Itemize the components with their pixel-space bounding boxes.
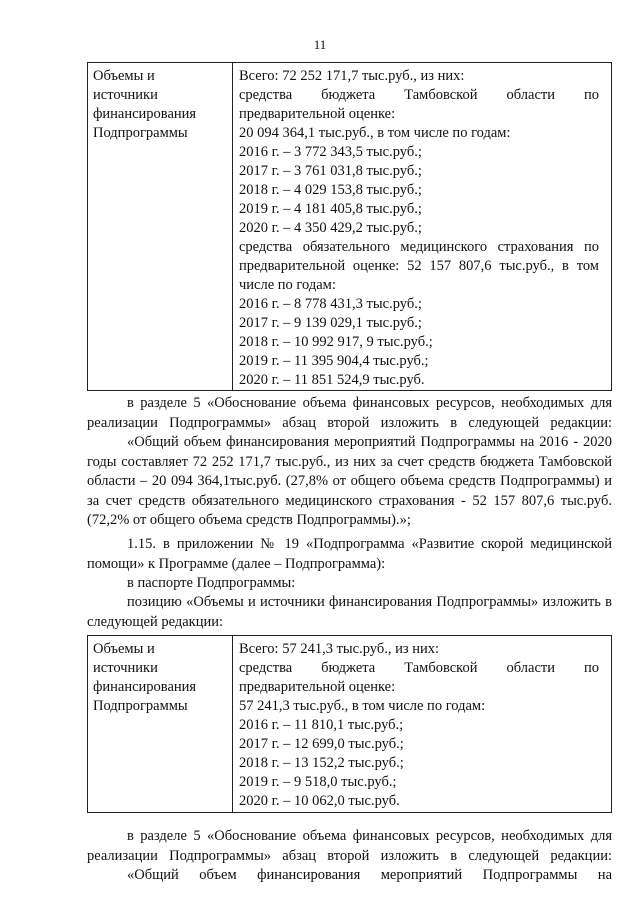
value-line: предварительной оценке:: [239, 106, 396, 122]
value-line: 2019 г. – 4 181 405,8 тыс.руб.;: [239, 201, 422, 217]
table-2-lines: [239, 640, 599, 811]
table-1-label: [93, 67, 232, 143]
value-line: средства бюджета Тамбовской области по: [239, 660, 599, 676]
value-line: 57 241,3 тыс.руб., в том числе по годам:: [239, 698, 486, 714]
value-line: 20 094 364,1 тыс.руб., в том числе по годам:: [239, 125, 511, 141]
value-line: 2018 г. – 10 992 917, 9 тыс.руб.;: [239, 334, 433, 350]
value-line: 2016 г. – 8 778 431,3 тыс.руб.;: [239, 296, 422, 312]
table-1-label-cell: [88, 63, 233, 391]
value-line: числе по годам:: [239, 277, 336, 293]
label-line: источники: [93, 660, 158, 676]
label-line: источники: [93, 87, 158, 103]
value-line: предварительной оценке: 52 157 807,6 тыс.руб., в том: [239, 258, 599, 274]
value-line: средства обязательного медицинского страхования по: [239, 239, 599, 255]
value-line: 2020 г. – 10 062,0 тыс.руб.: [239, 793, 400, 809]
label-line: финансирования: [93, 679, 197, 695]
label-line: Объемы и: [93, 641, 155, 657]
value-line: 2017 г. – 12 699,0 тыс.руб.;: [239, 736, 404, 752]
value-line: 2018 г. – 4 029 153,8 тыс.руб.;: [239, 182, 422, 198]
table-1-lines: [239, 67, 599, 390]
label-line: Подпрограммы: [93, 698, 188, 714]
value-line: 2020 г. – 11 851 524,9 тыс.руб.: [239, 372, 425, 388]
value-line: Всего: 57 241,3 тыс.руб., из них:: [239, 641, 440, 657]
value-line: предварительной оценке:: [239, 679, 396, 695]
table-1-value-cell: [233, 63, 612, 391]
paragraph: позицию «Объемы и источники финансирования Подпрограммы» изложить в следующей редакции:: [87, 594, 612, 630]
value-line: 2017 г. – 3 761 031,8 тыс.руб.;: [239, 163, 422, 179]
value-line: 2016 г. – 3 772 343,5 тыс.руб.;: [239, 144, 422, 160]
paragraph: в паспорте Подпрограммы:: [127, 575, 296, 591]
value-line: 2020 г. – 4 350 429,2 тыс.руб.;: [239, 220, 422, 236]
label-line: Подпрограммы: [93, 125, 188, 141]
financing-table-2: [87, 635, 612, 813]
page-number: 11: [313, 37, 327, 52]
table-2-label-cell: [88, 636, 233, 813]
paragraph: «Общий объем финансирования мероприятий Подпрограммы на: [127, 867, 612, 883]
paragraph: «Общий объем финансирования мероприятий Подпрограммы на 2016 - 2020 годы составляет 72 252 171,7 тыс.руб., из них за счет средств бюджета Тамбовской области – 20 094 364,1тыс.руб. (27,8% от общего объема средств Подпрограммы) и за счет средств обязательного медицинского страхования - 52 157 807,6 тыс.руб. (72,2% от общего объема средств Подпрограммы).»;: [87, 434, 612, 528]
paragraph: 1.15. в приложении № 19 «Подпрограмма «Развитие скорой медицинской помощи» к Программе (далее – Подпрограмма):: [87, 536, 612, 572]
value-line: 2019 г. – 11 395 904,4 тыс.руб.;: [239, 353, 429, 369]
label-line: финансирования: [93, 106, 197, 122]
value-line: 2019 г. – 9 518,0 тыс.руб.;: [239, 774, 397, 790]
value-line: 2016 г. – 11 810,1 тыс.руб.;: [239, 717, 404, 733]
financing-table-1: [87, 62, 612, 391]
value-line: Всего: 72 252 171,7 тыс.руб., из них:: [239, 68, 465, 84]
paragraph: в разделе 5 «Обоснование объема финансовых ресурсов, необходимых для реализации Подпрограммы» абзац второй изложить в следующей редакции:: [87, 828, 612, 864]
table-2-value-cell: [233, 636, 612, 813]
paragraph: в разделе 5 «Обоснование объема финансовых ресурсов, необходимых для реализации Подпрограммы» абзац второй изложить в следующей редакции:: [87, 395, 612, 431]
label-line: Объемы и: [93, 68, 155, 84]
value-line: 2017 г. – 9 139 029,1 тыс.руб.;: [239, 315, 422, 331]
value-line: средства бюджета Тамбовской области по: [239, 87, 599, 103]
table-2-label: [93, 640, 232, 716]
value-line: 2018 г. – 13 152,2 тыс.руб.;: [239, 755, 404, 771]
